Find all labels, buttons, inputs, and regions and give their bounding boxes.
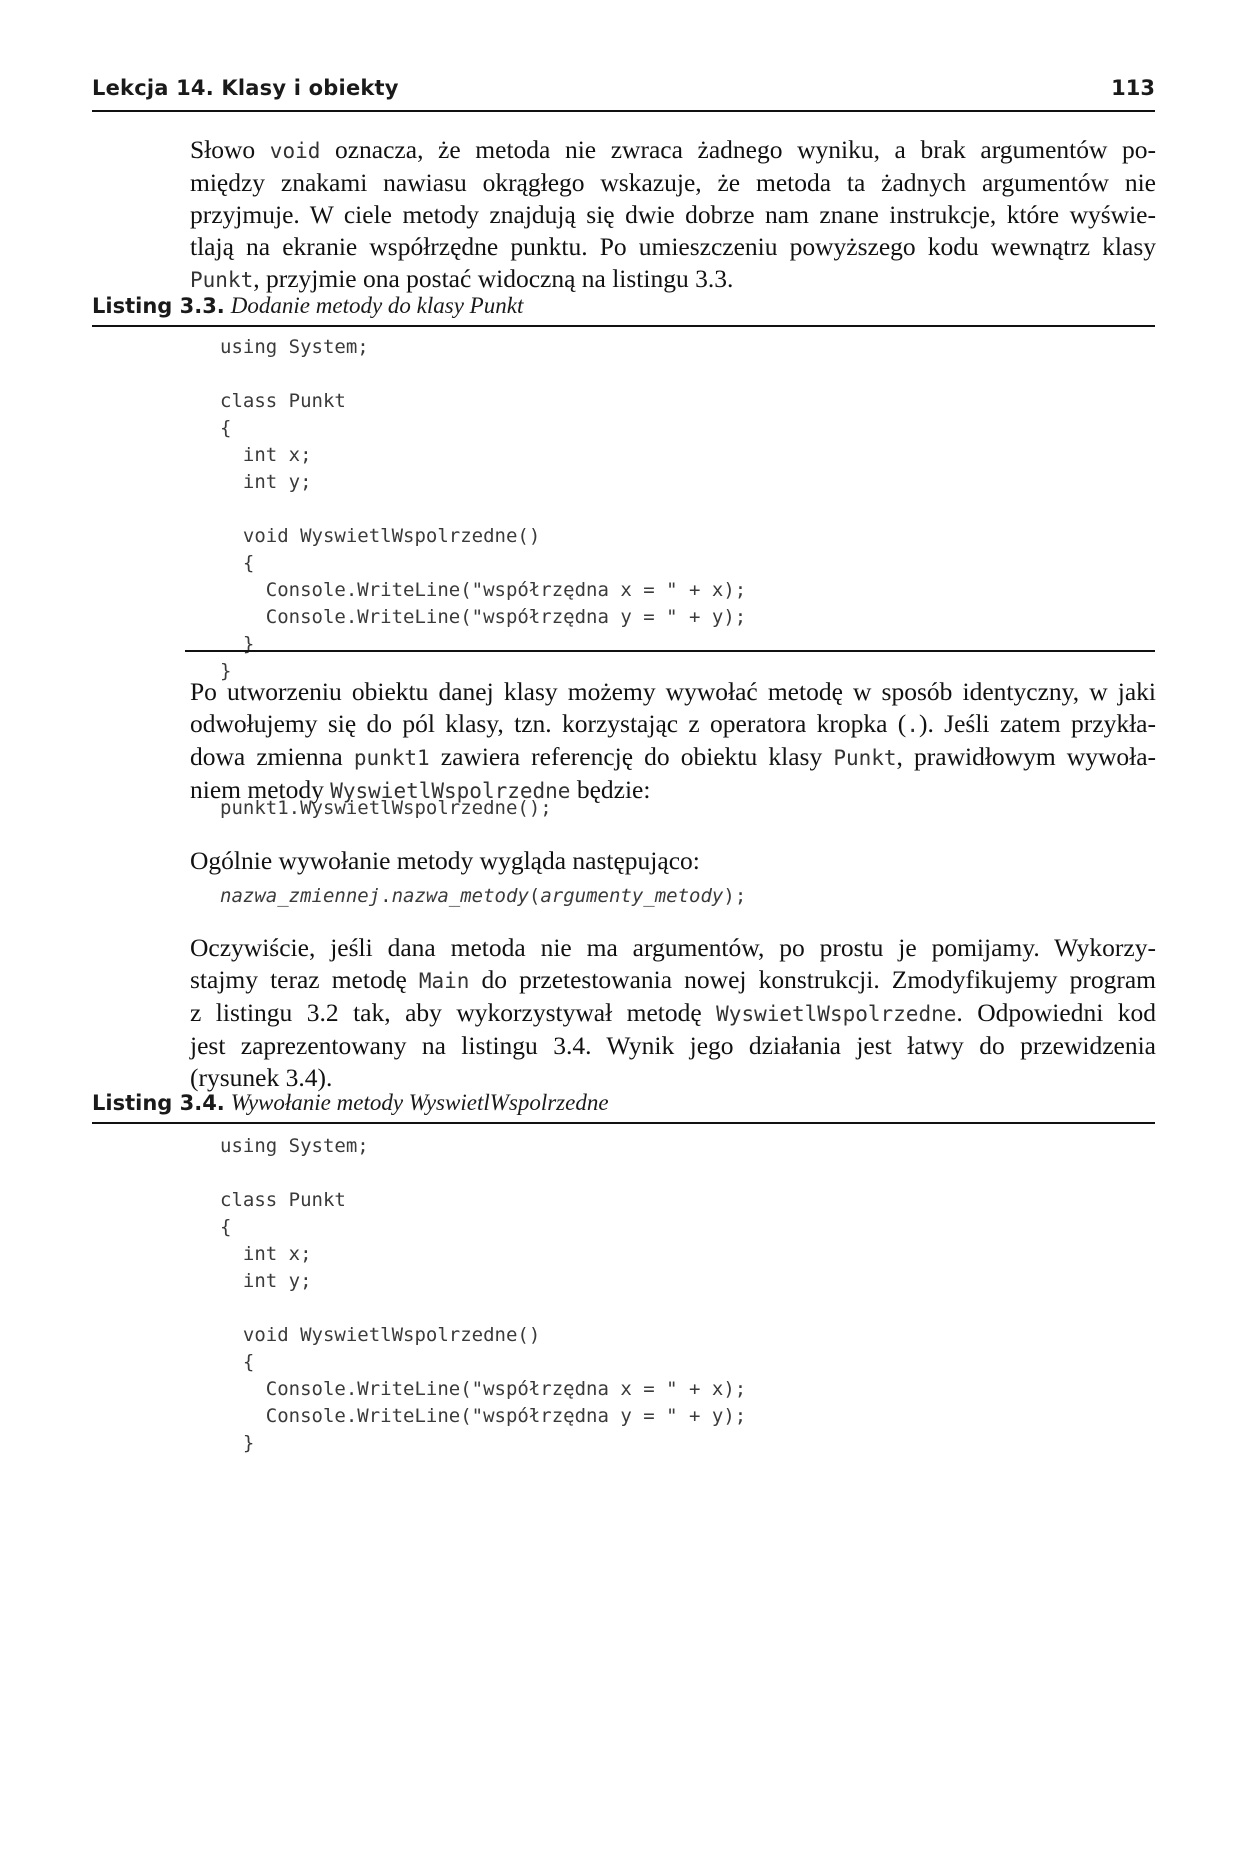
general-form-open: ( — [528, 885, 541, 907]
text-run: , przyjmie ona postać widoczną na listingu 3.3. — [253, 264, 734, 293]
text-run: . Odpowiedni kod — [956, 998, 1156, 1027]
code-line: using System; — [220, 336, 369, 358]
code-line: Console.WriteLine("współrzędna x = " + x); — [220, 579, 747, 601]
paragraph-test-main — [190, 932, 1156, 1094]
inline-code: Punkt — [833, 746, 897, 770]
general-form-dot: . — [380, 885, 392, 907]
code-line: class Punkt — [220, 390, 346, 412]
listing-caption-text: Wywołanie metody WyswietlWspolrzedne — [230, 1090, 609, 1115]
code-line: { — [220, 1216, 232, 1238]
text-run: z listingu 3.2 tak, aby wykorzystywał metodę — [190, 998, 717, 1027]
text-run: między znakami nawiasu okrągłego wskazuje, że metoda ta żadnych argumentów nie — [190, 168, 1156, 197]
code-line: { — [220, 417, 232, 439]
text-run: przyjmuje. W ciele metody znajdują się dwie dobrze nam znane instrukcje, które wyświe- — [190, 200, 1156, 229]
listing-label: Listing 3.3. — [92, 294, 225, 318]
code-line: int x; — [220, 444, 312, 466]
listing-label: Listing 3.4. — [92, 1091, 225, 1115]
code-line: { — [220, 1351, 255, 1373]
text-run: , prawidłowym wywoła- — [896, 742, 1157, 771]
code-line — [220, 1160, 746, 1187]
code-line: class Punkt — [220, 1189, 346, 1211]
listing-3-4-code — [220, 1133, 746, 1457]
inline-code: void — [269, 139, 321, 163]
text-run: tlają na ekranie współrzędne punktu. Po umieszczeniu powyższego kodu wewnątrz klasy — [190, 232, 1156, 261]
code-line: void WyswietlWspolrzedne() — [220, 1324, 541, 1346]
text-run: będzie: — [570, 775, 651, 804]
text-line — [190, 231, 1156, 263]
inline-code: Main — [418, 969, 470, 993]
text-line — [190, 741, 1156, 774]
text-run: (rysunek 3.4). — [190, 1063, 333, 1092]
listing-caption-text: Dodanie metody do klasy Punkt — [230, 293, 524, 318]
text-run: niem metody — [190, 775, 331, 804]
code-line — [220, 1295, 746, 1322]
code-line: } — [220, 660, 232, 682]
listing-3-4-caption — [92, 1090, 1155, 1124]
paragraph-general-form — [190, 845, 1156, 877]
general-form-method: nazwa_metody — [391, 885, 529, 907]
text-run: Oczywiście, jeśli dana metoda nie ma argumentów, po prostu je pomijamy. Wykorzy- — [190, 933, 1156, 962]
inline-code: . — [906, 713, 919, 737]
text-run: do przetestowania nowej konstrukcji. Zmodyfikujemy program — [469, 965, 1156, 994]
code-line: { — [220, 552, 255, 574]
general-form-code — [220, 885, 746, 907]
general-form-args: argumenty_metody — [540, 885, 724, 907]
general-form-var: nazwa_zmiennej — [220, 885, 381, 907]
text-run: dowa zmienna — [190, 742, 354, 771]
code-line: } — [220, 633, 255, 655]
header-title: Lekcja 14. Klasy i obiekty — [92, 76, 399, 100]
code-line: } — [220, 1432, 255, 1454]
general-form-close: ); — [723, 885, 747, 907]
page-number: 113 — [1111, 76, 1155, 100]
paragraph-method-call — [190, 676, 1156, 807]
text-line — [190, 932, 1156, 964]
inline-code: punkt1 — [353, 746, 430, 770]
text-line — [190, 708, 1156, 741]
text-run: Po utworzeniu obiektu danej klasy możemy wywołać metodę w sposób identyczny, w jaki — [190, 677, 1156, 706]
listing-3-3-end-rule — [185, 650, 1155, 652]
code-line: int y; — [220, 471, 312, 493]
text-run: jest zaprezentowany na listingu 3.4. Wynik jego działania jest łatwy do przewidzenia — [190, 1031, 1156, 1060]
running-header — [92, 76, 1155, 112]
inline-code: Punkt — [190, 268, 254, 292]
code-line: int y; — [220, 1270, 312, 1292]
code-line: void WyswietlWspolrzedne() — [220, 525, 541, 547]
text-line — [190, 167, 1156, 199]
code-line: int x; — [220, 1243, 312, 1265]
paragraph-intro — [190, 134, 1156, 296]
inline-code: WyswietlWspolrzedne — [330, 779, 571, 803]
text-line — [190, 199, 1156, 231]
inline-code: WyswietlWspolrzedne — [716, 1002, 957, 1026]
listing-3-3-code — [220, 334, 746, 685]
text-line — [190, 676, 1156, 708]
call-example-code: punkt1.WyswietlWspolrzedne(); — [220, 797, 552, 819]
code-line: Console.WriteLine("współrzędna x = " + x); — [220, 1378, 747, 1400]
code-line — [220, 496, 746, 523]
code-line: Console.WriteLine("współrzędna y = " + y); — [220, 606, 747, 628]
text-run: stajmy teraz metodę — [190, 965, 419, 994]
text-line — [190, 1030, 1156, 1062]
text-run: odwołujemy się do pól klasy, tzn. korzystając z operatora kropka ( — [190, 709, 907, 738]
code-line — [220, 361, 746, 388]
text-run: Ogólnie wywołanie metody wygląda następująco: — [190, 846, 700, 875]
code-line: Console.WriteLine("współrzędna y = " + y); — [220, 1405, 747, 1427]
text-run: ). Jeśli zatem przykła- — [918, 709, 1156, 738]
code-line: using System; — [220, 1135, 369, 1157]
text-run: oznacza, że metoda nie zwraca żadnego wyniku, a brak argumentów po- — [320, 135, 1156, 164]
text-run: zawiera referencję do obiektu klasy — [429, 742, 834, 771]
listing-3-3-caption — [92, 293, 1155, 327]
text-line — [190, 997, 1156, 1030]
text-run: Słowo — [190, 135, 270, 164]
text-line — [190, 964, 1156, 997]
text-line — [190, 134, 1156, 167]
text-line — [190, 263, 1156, 296]
text-line — [190, 845, 1156, 877]
